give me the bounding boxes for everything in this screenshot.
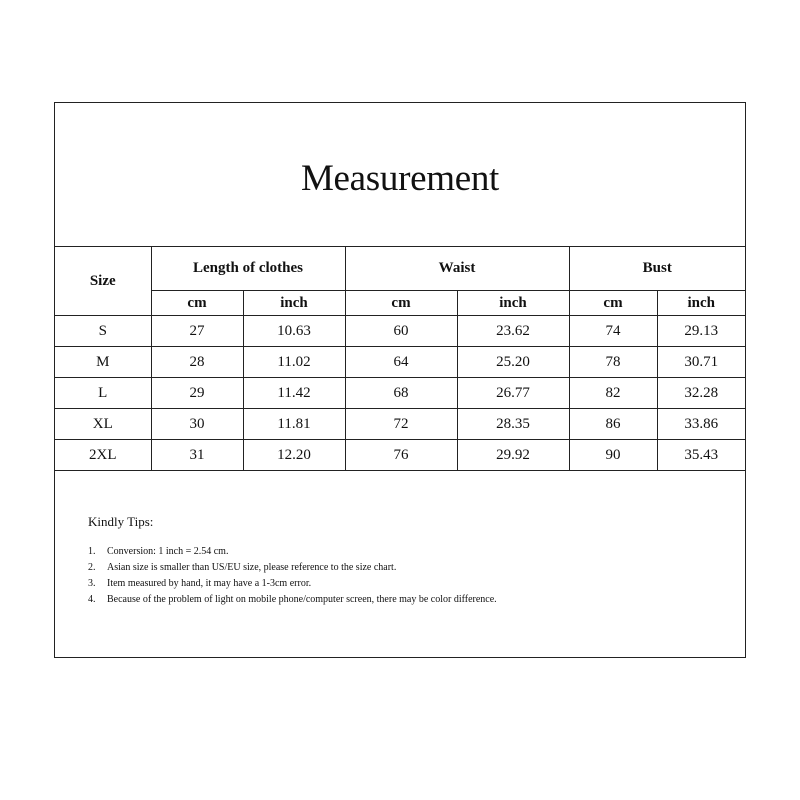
page-title: Measurement	[300, 158, 500, 199]
tip-number: 3.	[88, 578, 96, 589]
unit-header: inch	[657, 291, 745, 316]
table-cell: 12.20	[243, 440, 345, 471]
size-label: XL	[55, 409, 151, 440]
size-label: M	[55, 347, 151, 378]
table-cell: 32.28	[657, 378, 745, 409]
tip-number: 2.	[88, 562, 96, 573]
length-group-header: Length of clothes	[151, 247, 345, 291]
table-cell: 72	[345, 409, 457, 440]
table-row	[55, 409, 745, 440]
table-cell: 30.71	[657, 347, 745, 378]
table-cell: 10.63	[243, 316, 345, 347]
list-item	[88, 544, 728, 560]
kindly-tips	[88, 514, 728, 608]
list-item	[88, 576, 728, 592]
table-cell: 64	[345, 347, 457, 378]
size-column-header: Size	[55, 247, 151, 316]
table-cell: 28.35	[457, 409, 569, 440]
table-cell: 29.92	[457, 440, 569, 471]
table-row	[55, 440, 745, 471]
list-item	[88, 560, 728, 576]
table-row	[55, 378, 745, 409]
table-cell: 35.43	[657, 440, 745, 471]
tip-number: 1.	[88, 546, 96, 557]
table-cell: 78	[569, 347, 657, 378]
tip-text: Item measured by hand, it may have a 1-3cm error.	[107, 578, 312, 589]
table-header-row	[55, 247, 745, 291]
table-cell: 28	[151, 347, 243, 378]
tip-text: Asian size is smaller than US/EU size, please reference to the size chart.	[107, 562, 397, 573]
unit-header: cm	[569, 291, 657, 316]
size-chart-table	[55, 246, 745, 471]
table-row	[55, 347, 745, 378]
tip-number: 4.	[88, 594, 96, 605]
table-cell: 23.62	[457, 316, 569, 347]
tips-list	[88, 544, 728, 608]
table-row	[55, 316, 745, 347]
waist-group-header: Waist	[345, 247, 569, 291]
table-cell: 86	[569, 409, 657, 440]
table-cell: 27	[151, 316, 243, 347]
bust-group-header: Bust	[569, 247, 745, 291]
table-cell: 76	[345, 440, 457, 471]
table-cell: 31	[151, 440, 243, 471]
table-cell: 60	[345, 316, 457, 347]
size-label: 2XL	[55, 440, 151, 471]
unit-header: cm	[345, 291, 457, 316]
list-item	[88, 592, 728, 608]
table-cell: 29.13	[657, 316, 745, 347]
table-cell: 74	[569, 316, 657, 347]
table-cell: 29	[151, 378, 243, 409]
table-cell: 11.02	[243, 347, 345, 378]
unit-header: cm	[151, 291, 243, 316]
table-cell: 11.81	[243, 409, 345, 440]
table-cell: 26.77	[457, 378, 569, 409]
table-cell: 33.86	[657, 409, 745, 440]
unit-header: inch	[243, 291, 345, 316]
table-cell: 90	[569, 440, 657, 471]
tip-text: Because of the problem of light on mobile phone/computer screen, there may be color difference.	[107, 594, 497, 605]
measurement-card	[54, 102, 746, 658]
table-cell: 82	[569, 378, 657, 409]
table-cell: 11.42	[243, 378, 345, 409]
tips-title: Kindly Tips:	[88, 514, 154, 529]
unit-header-row	[55, 291, 745, 316]
tip-text: Conversion: 1 inch = 2.54 cm.	[107, 546, 229, 557]
size-label: L	[55, 378, 151, 409]
table-cell: 68	[345, 378, 457, 409]
size-label: S	[55, 316, 151, 347]
unit-header: inch	[457, 291, 569, 316]
table-cell: 25.20	[457, 347, 569, 378]
table-cell: 30	[151, 409, 243, 440]
